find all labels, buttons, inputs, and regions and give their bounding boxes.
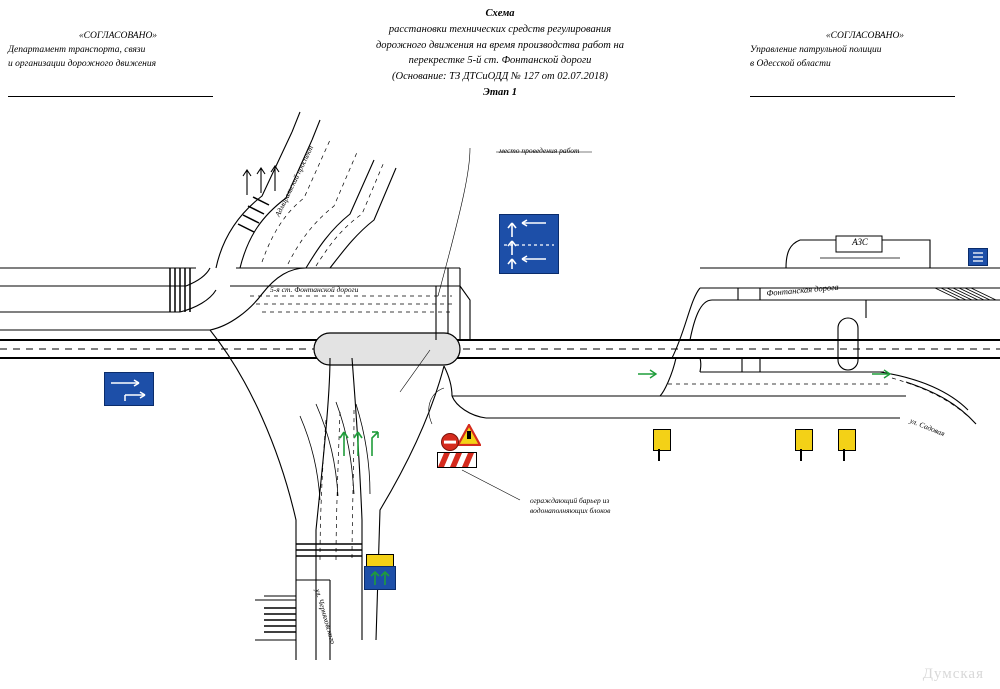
- right-approval-line1: Управление патрульной полиции: [750, 44, 882, 55]
- sign-barrier-panel-glyph: [437, 452, 477, 468]
- sign-blue-bottom-glyph: [365, 567, 395, 589]
- left-approval-title: «СОГЛАСОВАНО»: [78, 31, 158, 41]
- label-fontanskaya-doroga: Фонтанская дорога: [766, 281, 840, 298]
- label-azs: АЗС: [852, 237, 868, 247]
- label-fontanskaya-5st: 5-я ст. Фонтанской дороги: [270, 285, 359, 294]
- sign-road-works-warning[interactable]: [457, 424, 481, 446]
- label-sadovaya-street: ул. Садовая: [908, 416, 947, 439]
- sign-yellow-post-2[interactable]: [795, 429, 813, 451]
- sign-no-entry[interactable]: [440, 432, 460, 452]
- label-work-site: место проведения работ: [499, 146, 580, 155]
- title-line-3: дорожного движения на время производства работ на: [376, 39, 624, 51]
- label-chernyahovskogo-street: ул. Черняховского: [313, 588, 338, 645]
- right-approval-block: [750, 30, 980, 71]
- sign-lane-info-top-glyphs: [500, 215, 558, 273]
- label-admiralsky-prospect: Адмиральский проспект: [273, 144, 316, 218]
- title-line-6: Этап 1: [483, 86, 517, 98]
- left-approval-line2: и организации дорожного движения: [8, 58, 157, 69]
- label-barrier-note-line2: водонаполняющих блоков: [530, 506, 611, 515]
- sign-lane-info-top[interactable]: [499, 214, 559, 274]
- title-line-2: расстановки технических средств регулирования: [388, 23, 612, 35]
- label-barrier-note-line1: ограждающий барьер из: [530, 496, 610, 505]
- watermark: Думская: [922, 666, 984, 682]
- left-signature-rule: [8, 96, 213, 97]
- sign-lane-info-left-glyphs: [105, 373, 153, 405]
- sign-yellow-post-3[interactable]: [838, 429, 856, 451]
- sign-lane-info-left[interactable]: [104, 372, 154, 406]
- title-line-5: (Основание: ТЗ ДТСиОДД № 127 от 02.07.2018): [391, 71, 609, 82]
- sign-blue-right-edge-glyph: [969, 249, 987, 265]
- left-approval-line1: Департамент транспорта, связи: [8, 44, 146, 55]
- sign-blue-bottom[interactable]: [364, 566, 396, 590]
- title-line-1: Схема: [485, 8, 515, 19]
- right-signature-rule: [750, 96, 955, 97]
- page-title: [300, 6, 700, 101]
- sign-yellow-post-1[interactable]: [653, 429, 671, 451]
- sign-road-works-warning-glyph: [457, 424, 481, 446]
- right-approval-title: «СОГЛАСОВАНО»: [825, 31, 905, 41]
- sign-post-3-pole: [843, 449, 845, 461]
- sign-post-2-pole: [800, 449, 802, 461]
- left-approval-block: [8, 30, 228, 71]
- title-line-4: перекрестке 5-й ст. Фонтанской дороги: [408, 55, 592, 67]
- sign-barrier-panel[interactable]: [437, 452, 477, 468]
- sign-no-entry-glyph: [440, 432, 460, 452]
- sign-post-1-pole: [658, 449, 660, 461]
- right-approval-line2: в Одесской области: [750, 58, 831, 69]
- sign-blue-right-edge[interactable]: [968, 248, 988, 266]
